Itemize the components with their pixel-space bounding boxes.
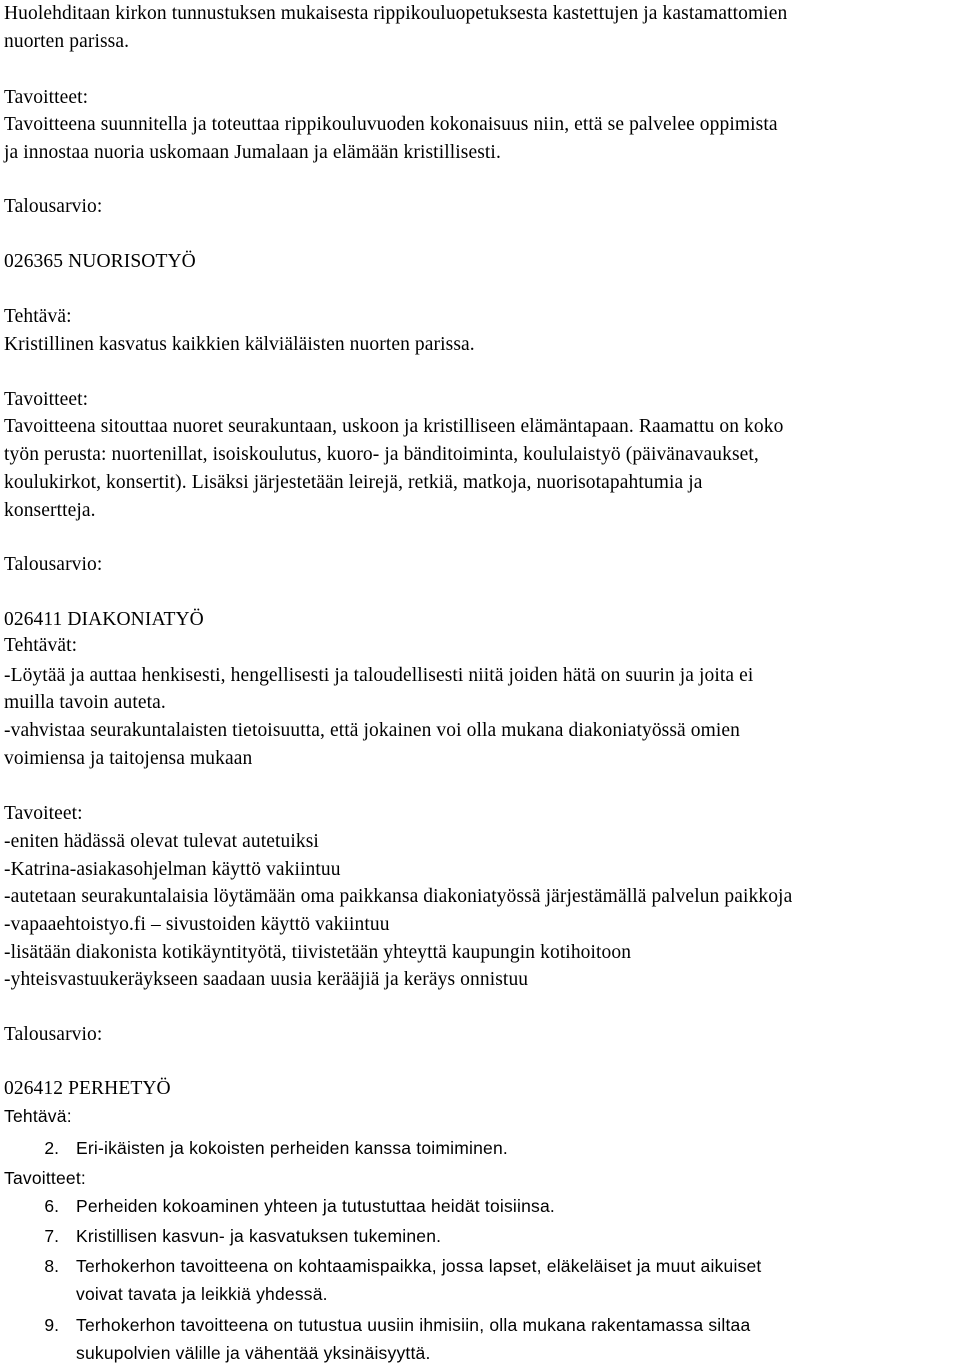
perhetyo-goal-number: 9. bbox=[44, 1315, 59, 1335]
perhetyo-goal-text-continued: voivat tavata ja leikkiä yhdessä. bbox=[76, 1284, 328, 1304]
diakoniatyo-goals-heading: Tavoiteet: bbox=[4, 803, 83, 824]
rippikoulu-goals-line-1: Tavoitteena suunnitella ja toteuttaa rippikouluvuoden kokonaisuus niin, että se palvelee oppimista bbox=[4, 114, 778, 135]
rippikoulu-budget-heading: Talousarvio: bbox=[4, 196, 103, 217]
rippikoulu-goals-heading: Tavoitteet: bbox=[4, 87, 89, 108]
diakoniatyo-task-1-line-1: -Löytää ja auttaa henkisesti, hengellisesti ja taloudellisesti niitä joiden hätä on suurin ja joita ei bbox=[4, 665, 754, 686]
diakoniatyo-goal-item: -lisätään diakonista kotikäyntityötä, tiivistetään yhteyttä kaupungin kotihoitoon bbox=[4, 942, 632, 963]
intro-line-1: Huolehditaan kirkon tunnustuksen mukaisesta rippikouluopetuksesta kastettujen ja kastamattomien bbox=[4, 3, 788, 24]
perhetyo-goal-number: 6. bbox=[44, 1196, 59, 1216]
perhetyo-goal-number: 8. bbox=[44, 1256, 59, 1276]
diakoniatyo-task-2-line-1: -vahvistaa seurakuntalaisten tietoisuutta, että jokainen voi olla mukana diakoniatyössä omien bbox=[4, 720, 741, 741]
perhetyo-goal-text: Kristillisen kasvun- ja kasvatuksen tukeminen. bbox=[76, 1226, 442, 1246]
nuorisotyo-title: 026365 NUORISOTYÖ bbox=[4, 251, 196, 272]
diakoniatyo-task-2-line-2: voimiensa ja taitojensa mukaan bbox=[4, 748, 253, 769]
diakoniatyo-goal-item: -yhteisvastuukeräykseen saadaan uusia kerääjiä ja keräys onnistuu bbox=[4, 969, 529, 990]
diakoniatyo-tasks-heading: Tehtävät: bbox=[4, 635, 78, 656]
diakoniatyo-title: 026411 DIAKONIATYÖ bbox=[4, 609, 204, 630]
perhetyo-goal-text: Perheiden kokoaminen yhteen ja tutustuttaa heidät toisiinsa. bbox=[76, 1196, 555, 1216]
perhetyo-goal-number: 7. bbox=[44, 1226, 59, 1246]
perhetyo-goal-text-continued: sukupolvien välille ja vähentää yksinäisyyttä. bbox=[76, 1343, 431, 1363]
perhetyo-title: 026412 PERHETYÖ bbox=[4, 1078, 171, 1099]
nuorisotyo-task-heading: Tehtävä: bbox=[4, 306, 72, 327]
diakoniatyo-goal-item: -Katrina-asiakasohjelman käyttö vakiintuu bbox=[4, 859, 341, 880]
nuorisotyo-goals-heading: Tavoitteet: bbox=[4, 389, 89, 410]
nuorisotyo-budget-heading: Talousarvio: bbox=[4, 554, 103, 575]
nuorisotyo-goals-line-4: konsertteja. bbox=[4, 500, 96, 521]
perhetyo-goals-heading: Tavoitteet: bbox=[4, 1168, 86, 1188]
nuorisotyo-task-text: Kristillinen kasvatus kaikkien kälviäläisten nuorten parissa. bbox=[4, 334, 475, 355]
diakoniatyo-budget-heading: Talousarvio: bbox=[4, 1024, 103, 1045]
perhetyo-goal-text: Terhokerhon tavoitteena on kohtaamispaikka, jossa lapset, eläkeläiset ja muut aikuiset bbox=[76, 1256, 762, 1276]
perhetyo-goal-text: Terhokerhon tavoitteena on tutustua uusiin ihmisiin, olla mukana rakentamassa siltaa bbox=[76, 1315, 751, 1335]
intro-line-2: nuorten parissa. bbox=[4, 31, 130, 52]
perhetyo-task-text: Eri-ikäisten ja kokoisten perheiden kanssa toimiminen. bbox=[76, 1138, 508, 1158]
diakoniatyo-goal-item: -autetaan seurakuntalaisia löytämään oma paikkansa diakoniatyössä järjestämällä palvelun paikkoja bbox=[4, 886, 793, 907]
nuorisotyo-goals-line-1: Tavoitteena sitouttaa nuoret seurakuntaan, uskoon ja kristilliseen elämäntapaan. Raamattu on koko bbox=[4, 416, 784, 437]
diakoniatyo-goal-item: -vapaaehtoistyo.fi – sivustoiden käyttö vakiintuu bbox=[4, 914, 390, 935]
diakoniatyo-task-1-line-2: muilla tavoin auteta. bbox=[4, 692, 166, 713]
nuorisotyo-goals-line-3: koulukirkot, konsertit). Lisäksi järjestetään leirejä, retkiä, matkoja, nuorisotapahtumia ja bbox=[4, 472, 703, 493]
diakoniatyo-goal-item: -eniten hädässä olevat tulevat autetuiksi bbox=[4, 831, 319, 852]
nuorisotyo-goals-line-2: työn perusta: nuortenillat, isoiskoulutus, kuoro- ja bänditoiminta, koululaistyö (päivänavaukset, bbox=[4, 444, 759, 465]
rippikoulu-goals-line-2: ja innostaa nuoria uskomaan Jumalaan ja elämään kristillisesti. bbox=[4, 142, 501, 163]
perhetyo-task-heading: Tehtävä: bbox=[4, 1106, 72, 1126]
perhetyo-task-number: 2. bbox=[44, 1138, 59, 1158]
